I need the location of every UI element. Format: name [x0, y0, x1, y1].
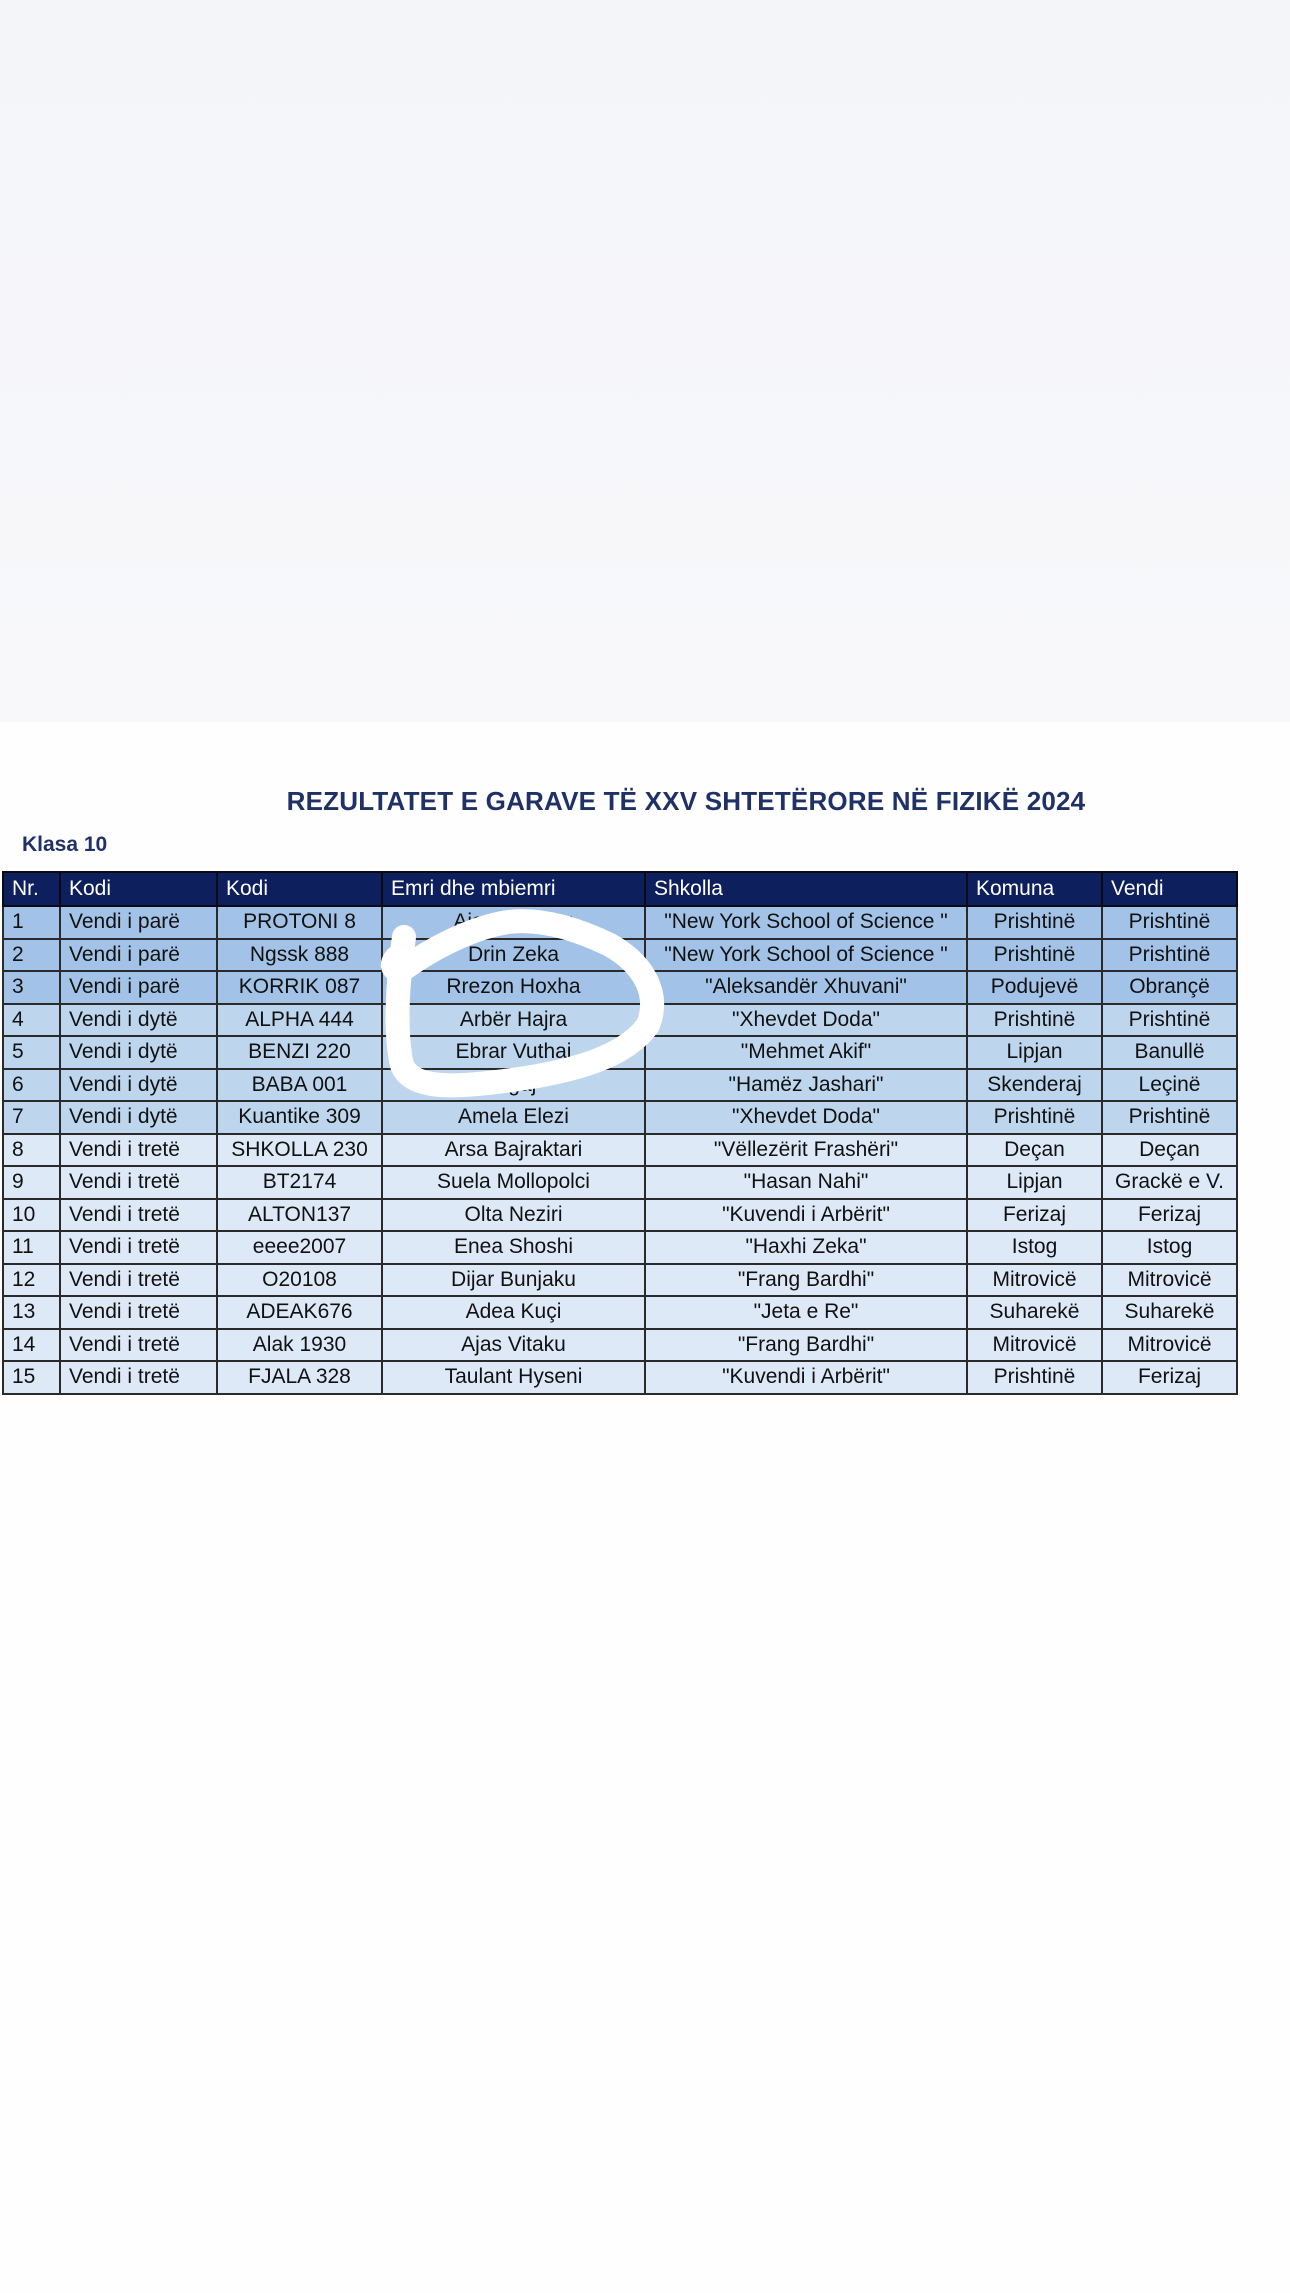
cell-nr: 11: [3, 1231, 60, 1264]
cell-place: Vendi i tretë: [60, 1329, 217, 1362]
cell-place: Vendi i tretë: [60, 1166, 217, 1199]
table-row: [3, 1166, 1237, 1199]
cell-name: Amela Elezi: [382, 1101, 645, 1134]
table-header-row: [3, 872, 1237, 906]
cell-nr: 10: [3, 1199, 60, 1232]
cell-school: "Hasan Nahi": [645, 1166, 967, 1199]
cell-code: BT2174: [217, 1166, 382, 1199]
cell-code: ALPHA 444: [217, 1004, 382, 1037]
cell-location: Banullë: [1102, 1036, 1237, 1069]
cell-school: "New York School of Science ": [645, 906, 967, 939]
cell-school: "Kuvendi i Arbërit": [645, 1199, 967, 1232]
cell-name: Arbër Hajra: [382, 1004, 645, 1037]
cell-nr: 15: [3, 1361, 60, 1394]
cell-school: "New York School of Science ": [645, 939, 967, 972]
cell-name: ...gaj: [382, 1069, 645, 1102]
table-row: [3, 939, 1237, 972]
cell-code: BENZI 220: [217, 1036, 382, 1069]
cell-nr: 8: [3, 1134, 60, 1167]
cell-municipality: Prishtinë: [967, 1361, 1102, 1394]
cell-municipality: Suharekë: [967, 1296, 1102, 1329]
cell-code: KORRIK 087: [217, 971, 382, 1004]
cell-nr: 2: [3, 939, 60, 972]
cell-school: "Frang Bardhi": [645, 1264, 967, 1297]
cell-code: Kuantike 309: [217, 1101, 382, 1134]
cell-code: FJALA 328: [217, 1361, 382, 1394]
cell-place: Vendi i tretë: [60, 1264, 217, 1297]
cell-municipality: Istog: [967, 1231, 1102, 1264]
cell-school: "Frang Bardhi": [645, 1329, 967, 1362]
cell-location: Mitrovicë: [1102, 1264, 1237, 1297]
cell-nr: 14: [3, 1329, 60, 1362]
cell-code: eeee2007: [217, 1231, 382, 1264]
cell-nr: 12: [3, 1264, 60, 1297]
cell-location: Deçan: [1102, 1134, 1237, 1167]
cell-nr: 9: [3, 1166, 60, 1199]
cell-location: Prishtinë: [1102, 1101, 1237, 1134]
cell-municipality: Mitrovicë: [967, 1329, 1102, 1362]
class-label: Klasa 10: [22, 833, 108, 856]
cell-nr: 3: [3, 971, 60, 1004]
cell-school: "Haxhi Zeka": [645, 1231, 967, 1264]
cell-code: Ngssk 888: [217, 939, 382, 972]
cell-school: "Aleksandër Xhuvani": [645, 971, 967, 1004]
cell-municipality: Mitrovicë: [967, 1264, 1102, 1297]
header-municipality: Komuna: [967, 872, 1102, 906]
table-row: [3, 971, 1237, 1004]
cell-code: ALTON137: [217, 1199, 382, 1232]
cell-school: "Jeta e Re": [645, 1296, 967, 1329]
cell-name: Ajas Vitaku: [382, 1329, 645, 1362]
cell-nr: 4: [3, 1004, 60, 1037]
results-table: [2, 871, 1238, 1395]
cell-municipality: Deçan: [967, 1134, 1102, 1167]
cell-school: "Xhevdet Doda": [645, 1004, 967, 1037]
document-title: REZULTATET E GARAVE TË XXV SHTETËRORE NË FIZIKË 2024: [286, 786, 1086, 816]
header-name: Emri dhe mbiemri: [382, 872, 645, 906]
cell-place: Vendi i parë: [60, 906, 217, 939]
cell-name: Drin Zeka: [382, 939, 645, 972]
cell-place: Vendi i dytë: [60, 1069, 217, 1102]
table-row: [3, 1101, 1237, 1134]
cell-location: Grackë e V.: [1102, 1166, 1237, 1199]
header-school: Shkolla: [645, 872, 967, 906]
cell-municipality: Prishtinë: [967, 1004, 1102, 1037]
cell-school: "Vëllezërit Frashëri": [645, 1134, 967, 1167]
cell-place: Vendi i dytë: [60, 1036, 217, 1069]
cell-name: Rrezon Hoxha: [382, 971, 645, 1004]
cell-place: Vendi i dytë: [60, 1004, 217, 1037]
cell-municipality: Lipjan: [967, 1166, 1102, 1199]
cell-name: Ajan H...jahu: [382, 906, 645, 939]
cell-name: Dijar Bunjaku: [382, 1264, 645, 1297]
cell-code: PROTONI 8: [217, 906, 382, 939]
cell-name: Enea Shoshi: [382, 1231, 645, 1264]
cell-nr: 1: [3, 906, 60, 939]
cell-code: Alak 1930: [217, 1329, 382, 1362]
cell-municipality: Prishtinë: [967, 1101, 1102, 1134]
table-row: [3, 1036, 1237, 1069]
cell-nr: 6: [3, 1069, 60, 1102]
cell-location: Ferizaj: [1102, 1199, 1237, 1232]
cell-municipality: Ferizaj: [967, 1199, 1102, 1232]
cell-municipality: Podujevë: [967, 971, 1102, 1004]
cell-place: Vendi i parë: [60, 939, 217, 972]
cell-name: Taulant Hyseni: [382, 1361, 645, 1394]
cell-name: Adea Kuçi: [382, 1296, 645, 1329]
table-row: [3, 1069, 1237, 1102]
header-kodi-code: Kodi: [217, 872, 382, 906]
cell-location: Prishtinë: [1102, 906, 1237, 939]
blank-top-area: [0, 0, 1290, 722]
cell-location: Obrançë: [1102, 971, 1237, 1004]
cell-name: Arsa Bajraktari: [382, 1134, 645, 1167]
cell-nr: 5: [3, 1036, 60, 1069]
table-row: [3, 1296, 1237, 1329]
cell-location: Suharekë: [1102, 1296, 1237, 1329]
cell-code: ADEAK676: [217, 1296, 382, 1329]
cell-name: Suela Mollopolci: [382, 1166, 645, 1199]
cell-location: Leçinë: [1102, 1069, 1237, 1102]
cell-place: Vendi i tretë: [60, 1231, 217, 1264]
table-row: [3, 1004, 1237, 1037]
cell-nr: 7: [3, 1101, 60, 1134]
cell-code: O20108: [217, 1264, 382, 1297]
cell-school: "Mehmet Akif": [645, 1036, 967, 1069]
header-kodi-place: Kodi: [60, 872, 217, 906]
cell-school: "Kuvendi i Arbërit": [645, 1361, 967, 1394]
table-row: [3, 1329, 1237, 1362]
table-row: [3, 906, 1237, 939]
cell-place: Vendi i parë: [60, 971, 217, 1004]
cell-location: Mitrovicë: [1102, 1329, 1237, 1362]
cell-location: Prishtinë: [1102, 939, 1237, 972]
cell-municipality: Lipjan: [967, 1036, 1102, 1069]
cell-nr: 13: [3, 1296, 60, 1329]
cell-place: Vendi i tretë: [60, 1361, 217, 1394]
cell-place: Vendi i tretë: [60, 1134, 217, 1167]
cell-place: Vendi i tretë: [60, 1199, 217, 1232]
cell-place: Vendi i dytë: [60, 1101, 217, 1134]
table-row: [3, 1264, 1237, 1297]
cell-municipality: Prishtinë: [967, 939, 1102, 972]
table-row: [3, 1231, 1237, 1264]
table-row: [3, 1199, 1237, 1232]
cell-municipality: Prishtinë: [967, 906, 1102, 939]
cell-code: SHKOLLA 230: [217, 1134, 382, 1167]
cell-location: Ferizaj: [1102, 1361, 1237, 1394]
cell-municipality: Skenderaj: [967, 1069, 1102, 1102]
cell-location: Istog: [1102, 1231, 1237, 1264]
cell-code: BABA 001: [217, 1069, 382, 1102]
cell-school: "Hamëz Jashari": [645, 1069, 967, 1102]
header-location: Vendi: [1102, 872, 1237, 906]
cell-name: Ebrar Vuthaj: [382, 1036, 645, 1069]
cell-school: "Xhevdet Doda": [645, 1101, 967, 1134]
header-nr: Nr.: [3, 872, 60, 906]
table-row: [3, 1134, 1237, 1167]
table-row: [3, 1361, 1237, 1394]
cell-location: Prishtinë: [1102, 1004, 1237, 1037]
cell-place: Vendi i tretë: [60, 1296, 217, 1329]
cell-name: Olta Neziri: [382, 1199, 645, 1232]
